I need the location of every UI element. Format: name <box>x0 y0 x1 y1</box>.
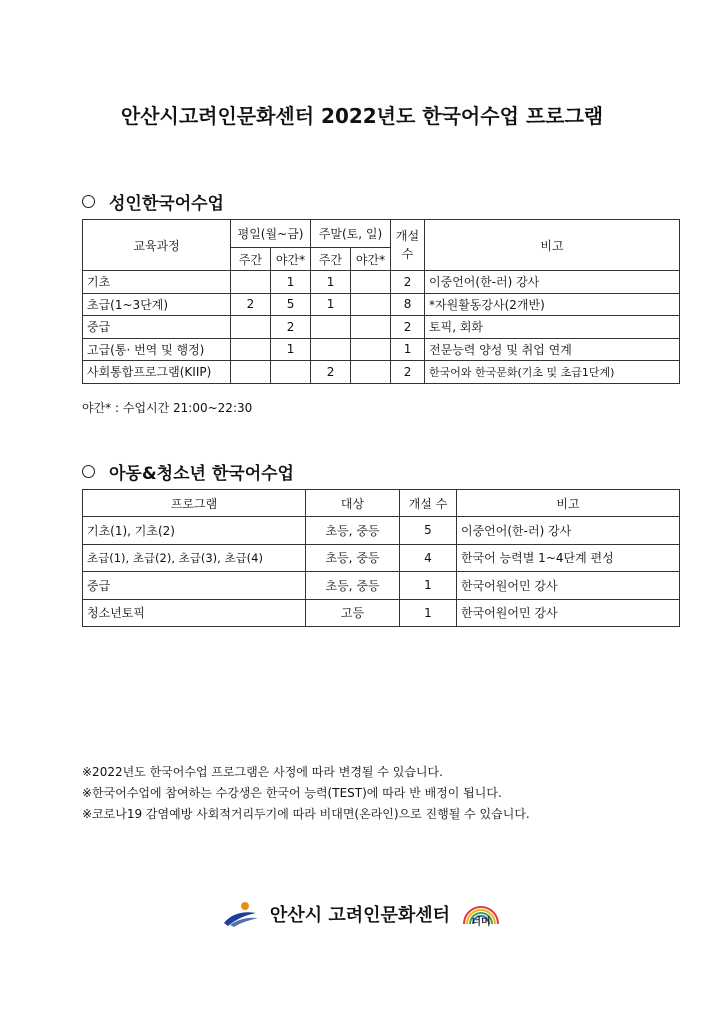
cell-weekday-day <box>231 361 271 384</box>
header-weekday: 평일(월~금) <box>231 220 311 248</box>
cell-note: 이중언어(한-러) 강사 <box>457 517 680 545</box>
table-row <box>83 293 680 316</box>
table-row <box>83 599 680 627</box>
organization-name: 안산시 고려인문화센터 <box>269 905 451 926</box>
cell-note: 이중언어(한-러) 강사 <box>425 271 680 294</box>
cell-target: 고등 <box>306 599 400 627</box>
circle-bullet-icon <box>82 195 95 208</box>
cell-target: 초등, 중등 <box>306 517 400 545</box>
cell-weekend-day <box>311 338 351 361</box>
cell-weekday-night: 1 <box>271 338 311 361</box>
cell-count: 1 <box>400 572 457 600</box>
header-target: 대상 <box>306 490 400 517</box>
circle-bullet-icon <box>82 465 95 478</box>
cell-count: 8 <box>391 293 425 316</box>
cell-count: 2 <box>391 316 425 339</box>
cell-course: 중급 <box>83 316 231 339</box>
cell-weekday-day <box>231 338 271 361</box>
cell-weekend-day <box>311 316 351 339</box>
logo-label: 너머 <box>471 917 491 928</box>
document-title: 안산시고려인문화센터 2022년도 한국어수업 프로그램 <box>120 104 604 128</box>
cell-weekday-day <box>231 271 271 294</box>
header-weekday-night: 야간* <box>271 248 311 271</box>
cell-count: 2 <box>391 361 425 384</box>
notice-list <box>82 762 530 825</box>
cell-course: 사회통합프로그램(KIIP) <box>83 361 231 384</box>
section-heading-adult-label: 성인한국어수업 <box>109 194 224 214</box>
cell-weekend-day: 1 <box>311 271 351 294</box>
cell-course: 초급(1~3단계) <box>83 293 231 316</box>
section-heading-youth <box>82 459 294 484</box>
cell-weekday-day: 2 <box>231 293 271 316</box>
cell-weekday-night: 1 <box>271 271 311 294</box>
cell-note: 전문능력 양성 및 취업 연계 <box>425 338 680 361</box>
cell-weekend-day: 1 <box>311 293 351 316</box>
cell-note: 한국어원어민 강사 <box>457 572 680 600</box>
header-course: 교육과정 <box>83 220 231 271</box>
night-class-footnote: 야간* : 수업시간 21:00~22:30 <box>82 401 253 415</box>
table-row <box>83 517 680 545</box>
cell-weekend-day: 2 <box>311 361 351 384</box>
header-weekend: 주말(토, 일) <box>311 220 391 248</box>
cell-weekend-night <box>351 316 391 339</box>
notice-item: ※한국어수업에 참여하는 수강생은 한국어 능력(TEST)에 따라 반 배정이 됩니다. <box>82 786 502 800</box>
header-weekday-day: 주간 <box>231 248 271 271</box>
youth-course-table <box>82 489 680 627</box>
cell-count: 2 <box>391 271 425 294</box>
cell-program: 초급(1), 초급(2), 초급(3), 초급(4) <box>83 544 306 572</box>
table-row <box>83 271 680 294</box>
header-note: 비고 <box>457 490 680 517</box>
cell-count: 1 <box>400 599 457 627</box>
header-count: 개설 수 <box>391 220 425 271</box>
table-row <box>83 338 680 361</box>
cell-note: 토픽, 회화 <box>425 316 680 339</box>
adult-course-table <box>82 219 680 384</box>
cell-weekday-night: 5 <box>271 293 311 316</box>
cell-program: 청소년토픽 <box>83 599 306 627</box>
cell-weekday-day <box>231 316 271 339</box>
table-row <box>83 316 680 339</box>
header-program: 프로그램 <box>83 490 306 517</box>
cell-note: 한국어원어민 강사 <box>457 599 680 627</box>
cell-weekend-night <box>351 338 391 361</box>
cell-course: 기초 <box>83 271 231 294</box>
cell-note: 한국어 능력별 1~4단계 편성 <box>457 544 680 572</box>
cell-course: 고급(통· 번역 및 행정) <box>83 338 231 361</box>
cell-weekend-night <box>351 293 391 316</box>
cell-weekend-night <box>351 361 391 384</box>
header-note: 비고 <box>425 220 680 271</box>
neomeo-logo-icon <box>460 898 502 930</box>
header-count: 개설 수 <box>400 490 457 517</box>
notice-item: ※2022년도 한국어수업 프로그램은 사정에 따라 변경될 수 있습니다. <box>82 765 443 779</box>
table-row <box>83 544 680 572</box>
header-weekend-day: 주간 <box>311 248 351 271</box>
footer <box>0 898 724 930</box>
cell-count: 4 <box>400 544 457 572</box>
notice-item: ※코로나19 감염예방 사회적거리두기에 따라 비대면(온라인)으로 진행될 수 있습니다. <box>82 807 530 821</box>
cell-note: 한국어와 한국문화(기초 및 초급1단계) <box>425 361 680 384</box>
cell-count: 5 <box>400 517 457 545</box>
cell-weekday-night <box>271 361 311 384</box>
cell-count: 1 <box>391 338 425 361</box>
table-row <box>83 361 680 384</box>
section-heading-youth-label: 아동&청소년 한국어수업 <box>109 464 294 484</box>
cell-program: 기초(1), 기초(2) <box>83 517 306 545</box>
cell-target: 초등, 중등 <box>306 572 400 600</box>
section-heading-adult <box>82 189 224 214</box>
table-row <box>83 572 680 600</box>
cell-note: *자원활동강사(2개반) <box>425 293 680 316</box>
header-weekend-night: 야간* <box>351 248 391 271</box>
ansan-city-logo-icon <box>222 899 260 929</box>
cell-weekday-night: 2 <box>271 316 311 339</box>
cell-target: 초등, 중등 <box>306 544 400 572</box>
cell-weekend-night <box>351 271 391 294</box>
cell-program: 중급 <box>83 572 306 600</box>
